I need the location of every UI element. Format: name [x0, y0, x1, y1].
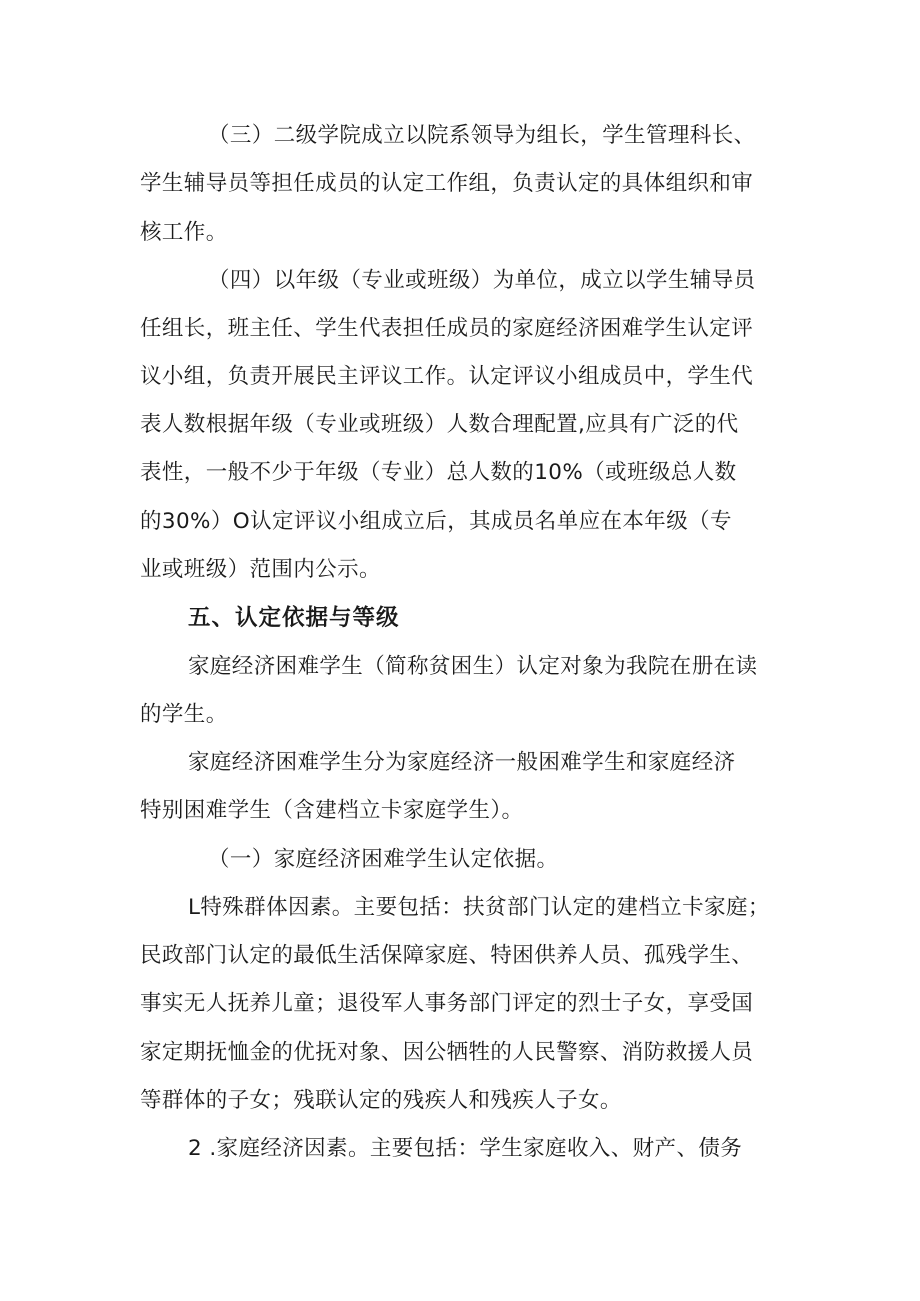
paragraph-3-line-3: 核工作。 — [140, 220, 228, 245]
paragraph-5-line-2: 的学生。 — [140, 702, 228, 727]
paragraph-4-line-7: 业或班级）范围内公示。 — [140, 557, 381, 582]
paragraph-7-line-2: 民政部门认定的最低生活保障家庭、特困供养人员、孤残学生、 — [140, 943, 754, 968]
subsection-heading: （一）家庭经济困难学生认定依据。 — [208, 847, 559, 872]
paragraph-6-line-1: 家庭经济困难学生分为家庭经济一般困难学生和家庭经济 — [188, 750, 736, 775]
paragraph-5-line-1: 家庭经济困难学生（简称贫困生）认定对象为我院在册在读 — [188, 654, 758, 679]
paragraph-4-line-3: 议小组，负责开展民主评议工作。认定评议小组成员中，学生代 — [140, 364, 754, 389]
paragraph-4-line-4: 表人数根据年级（专业或班级）人数合理配置,应具有广泛的代 — [140, 412, 739, 437]
paragraph-4-line-5: 表性，一般不少于年级（专业）总人数的10%（或班级总人数 — [140, 460, 737, 485]
paragraph-7-line-1: L特殊群体因素。主要包括：扶贫部门认定的建档立卡家庭； — [188, 895, 770, 920]
paragraph-8-line-1: 2 .家庭经济因素。主要包括：学生家庭收入、财产、债务 — [188, 1136, 743, 1161]
paragraph-4-line-1: （四）以年级（专业或班级）为单位，成立以学生辅导员 — [208, 268, 756, 293]
paragraph-7-line-4: 家定期抚恤金的优抚对象、因公牺牲的人民警察、消防救援人员 — [140, 1040, 754, 1065]
paragraph-4-line-2: 任组长，班主任、学生代表担任成员的家庭经济困难学生认定评 — [140, 316, 754, 341]
paragraph-3-line-2: 学生辅导员等担任成员的认定工作组，负责认定的具体组织和审 — [140, 171, 754, 196]
paragraph-6-line-2: 特别困难学生（含建档立卡家庭学生）。 — [140, 798, 524, 823]
paragraph-7-line-5: 等群体的子女；残联认定的残疾人和残疾人子女。 — [140, 1088, 622, 1113]
paragraph-4-line-6: 的30%）O认定评议小组成立后，其成员名单应在本年级（专 — [140, 509, 732, 534]
section-heading: 五、认定依据与等级 — [188, 605, 400, 631]
paragraph-7-line-3: 事实无人抚养儿童；退役军人事务部门评定的烈士子女，享受国 — [140, 991, 754, 1016]
paragraph-3-line-1: （三）二级学院成立以院系领导为组长，学生管理科长、 — [208, 123, 756, 148]
